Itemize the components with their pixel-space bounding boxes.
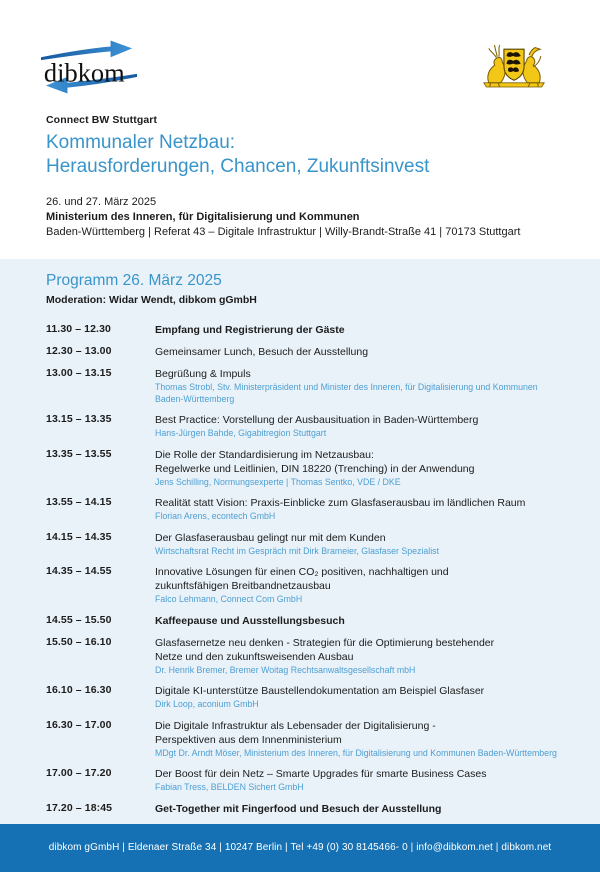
- program-row-cell: [155, 531, 566, 558]
- program-row-title: Empfang und Registrierung der Gäste: [155, 324, 345, 336]
- program-row-time: 14.55 – 15.50: [46, 613, 112, 626]
- program-row-cell: [155, 767, 566, 794]
- moderation-line: Moderation: Widar Wendt, dibkom gGmbH: [46, 294, 257, 306]
- program-row-speaker: Wirtschaftsrat Recht im Gespräch mit Dirk Brameier, Glasfaser Spezialist: [155, 545, 440, 556]
- venue-address: Baden-Württemberg | Referat 43 – Digitale Infrastruktur | Willy-Brandt-Straße 41 | 70173 Stuttgart: [46, 226, 521, 238]
- venue-name: Ministerium des Inneren, für Digitalisierung und Kommunen: [46, 211, 360, 223]
- event-kicker: Connect BW Stuttgart: [46, 114, 158, 126]
- program-row-title: Innovative Lösungen für einen CO₂ positiven, nachhaltigen und zukunftsfähigen Breitbandnetzausbau: [155, 566, 449, 592]
- program-row: [46, 367, 566, 405]
- program-row-time: 13.15 – 13.35: [46, 413, 112, 425]
- program-row-cell: [155, 802, 566, 816]
- program-row-time: 15.50 – 16.10: [46, 635, 112, 648]
- program-row-title: Realität statt Vision: Praxis-Einblicke zum Glasfaserausbau im ländlichen Raum: [155, 497, 526, 509]
- program-row-time: 13.35 – 13.55: [46, 447, 112, 460]
- program-row-speaker: Hans-Jürgen Bahde, Gigabitregion Stuttgart: [155, 428, 327, 438]
- program-row-time: 12.30 – 13.00: [46, 345, 112, 357]
- program-row-cell: [155, 496, 566, 523]
- program-row-time: 17.20 – 18:45: [46, 801, 113, 814]
- footer-bar: [0, 824, 600, 872]
- program-row-cell: [155, 636, 566, 677]
- program-row: [46, 614, 566, 628]
- program-row: [46, 413, 566, 440]
- program-row-title: Get-Together mit Fingerfood und Besuch der Ausstellung: [155, 802, 442, 815]
- page-title-line2: Herausforderungen, Chancen, Zukunftsinvest: [46, 156, 430, 177]
- program-row-speaker: Dr. Henrik Bremer, Bremer Woitag Rechtsanwaltsgesellschaft mbH: [155, 664, 416, 675]
- program-row-speaker: Thomas Strobl, Stv. Ministerpräsident und Minister des Inneren, für Digitalisierung und Kommunen Baden-Württemberg: [155, 382, 538, 404]
- program-row-time: 16.10 – 16.30: [46, 684, 112, 696]
- program-row-title: Die Rolle der Standardisierung im Netzausbau: Regelwerke und Leitlinien, DIN 18220 (Trenching) in der Anwendung: [155, 448, 475, 475]
- program-section: [0, 259, 600, 824]
- program-row-speaker: Dirk Loop, aconium GmbH: [155, 699, 259, 709]
- program-row-title: Die Digitale Infrastruktur als Lebensader der Digitalisierung - Perspektiven aus dem Innenministerium: [155, 719, 436, 746]
- program-row-speaker: Florian Arens, econtech GmbH: [155, 511, 276, 521]
- dibkom-logo-icon: [40, 36, 138, 100]
- program-row-cell: [155, 413, 566, 440]
- program-row-title: Der Boost für dein Netz – Smarte Upgrades für smarte Business Cases: [155, 768, 487, 780]
- program-row-cell: [155, 367, 566, 405]
- program-heading: Programm 26. März 2025: [46, 272, 222, 289]
- program-row-time: 14.15 – 14.35: [46, 530, 112, 543]
- bw-coat-of-arms-icon: [472, 38, 556, 94]
- program-row-cell: [155, 345, 566, 359]
- program-row-title: Glasfasernetze neu denken - Strategien für die Optimierung bestehender Netze und den zukunftsweisenden Ausbau: [155, 636, 495, 663]
- program-row: [46, 531, 566, 558]
- program-row: [46, 767, 566, 794]
- top-band: [0, 0, 600, 100]
- program-row: [46, 496, 566, 523]
- program-row-cell: [155, 323, 566, 337]
- program-row-time: 13.55 – 14.15: [46, 496, 112, 508]
- program-row: [46, 448, 566, 489]
- program-row-cell: [155, 565, 566, 606]
- bw-coat-of-arms: [472, 38, 556, 94]
- program-row-time: 13.00 – 13.15: [46, 367, 112, 379]
- program-row-title: Begrüßung & Impuls: [155, 368, 251, 380]
- page-title-line1: Kommunaler Netzbau:: [46, 132, 236, 153]
- program-row: [46, 719, 566, 760]
- program-row-speaker: Jens Schilling, Normungsexperte | Thomas Sentko, VDE / DKE: [155, 476, 401, 487]
- program-row-title: Kaffeepause und Ausstellungsbesuch: [155, 614, 345, 627]
- program-row-title: Digitale KI-unterstütze Baustellendokumentation am Beispiel Glasfaser: [155, 685, 485, 697]
- program-row-cell: [155, 684, 566, 711]
- program-row-title: Der Glasfaserausbau gelingt nur mit dem Kunden: [155, 531, 386, 544]
- footer-contact-text: dibkom gGmbH | Eldenaer Straße 34 | 10247 Berlin | Tel +49 (0) 30 8145466- 0 | info@dibkom.net | dibkom.net: [48, 842, 552, 853]
- intro-block: [0, 100, 600, 240]
- program-row-time: 17.00 – 17.20: [46, 767, 112, 779]
- program-row-speaker: MDgt Dr. Arndt Möser, Ministerium des Inneren, für Digitalisierung und Kommunen Baden-Württemberg: [155, 747, 557, 758]
- logo-wordmark: dibkom: [43, 57, 125, 88]
- program-row-cell: [155, 719, 566, 760]
- program-row-title: Gemeinsamer Lunch, Besuch der Ausstellung: [155, 346, 369, 358]
- event-date: 26. und 27. März 2025: [46, 196, 157, 208]
- program-row: [46, 565, 566, 606]
- program-row-time: 16.30 – 17.00: [46, 718, 112, 731]
- program-row-title: Best Practice: Vorstellung der Ausbausituation in Baden-Württemberg: [155, 414, 479, 426]
- program-row: [46, 802, 566, 816]
- program-row-time: 14.35 – 14.55: [46, 565, 112, 577]
- program-row-cell: [155, 448, 566, 489]
- program-row-speaker: Falco Lehmann, Connect Com GmbH: [155, 594, 303, 604]
- program-row: [46, 323, 566, 337]
- page-title: [46, 131, 554, 179]
- program-row-time: 11.30 – 12.30: [46, 323, 111, 335]
- program-row-speaker: Fabian Tress, BELDEN Sichert GmbH: [155, 782, 304, 792]
- dibkom-logo: [40, 36, 138, 100]
- program-row: [46, 345, 566, 359]
- program-row-cell: [155, 614, 566, 628]
- program-rows: [46, 323, 566, 816]
- program-row: [46, 636, 566, 677]
- program-row: [46, 684, 566, 711]
